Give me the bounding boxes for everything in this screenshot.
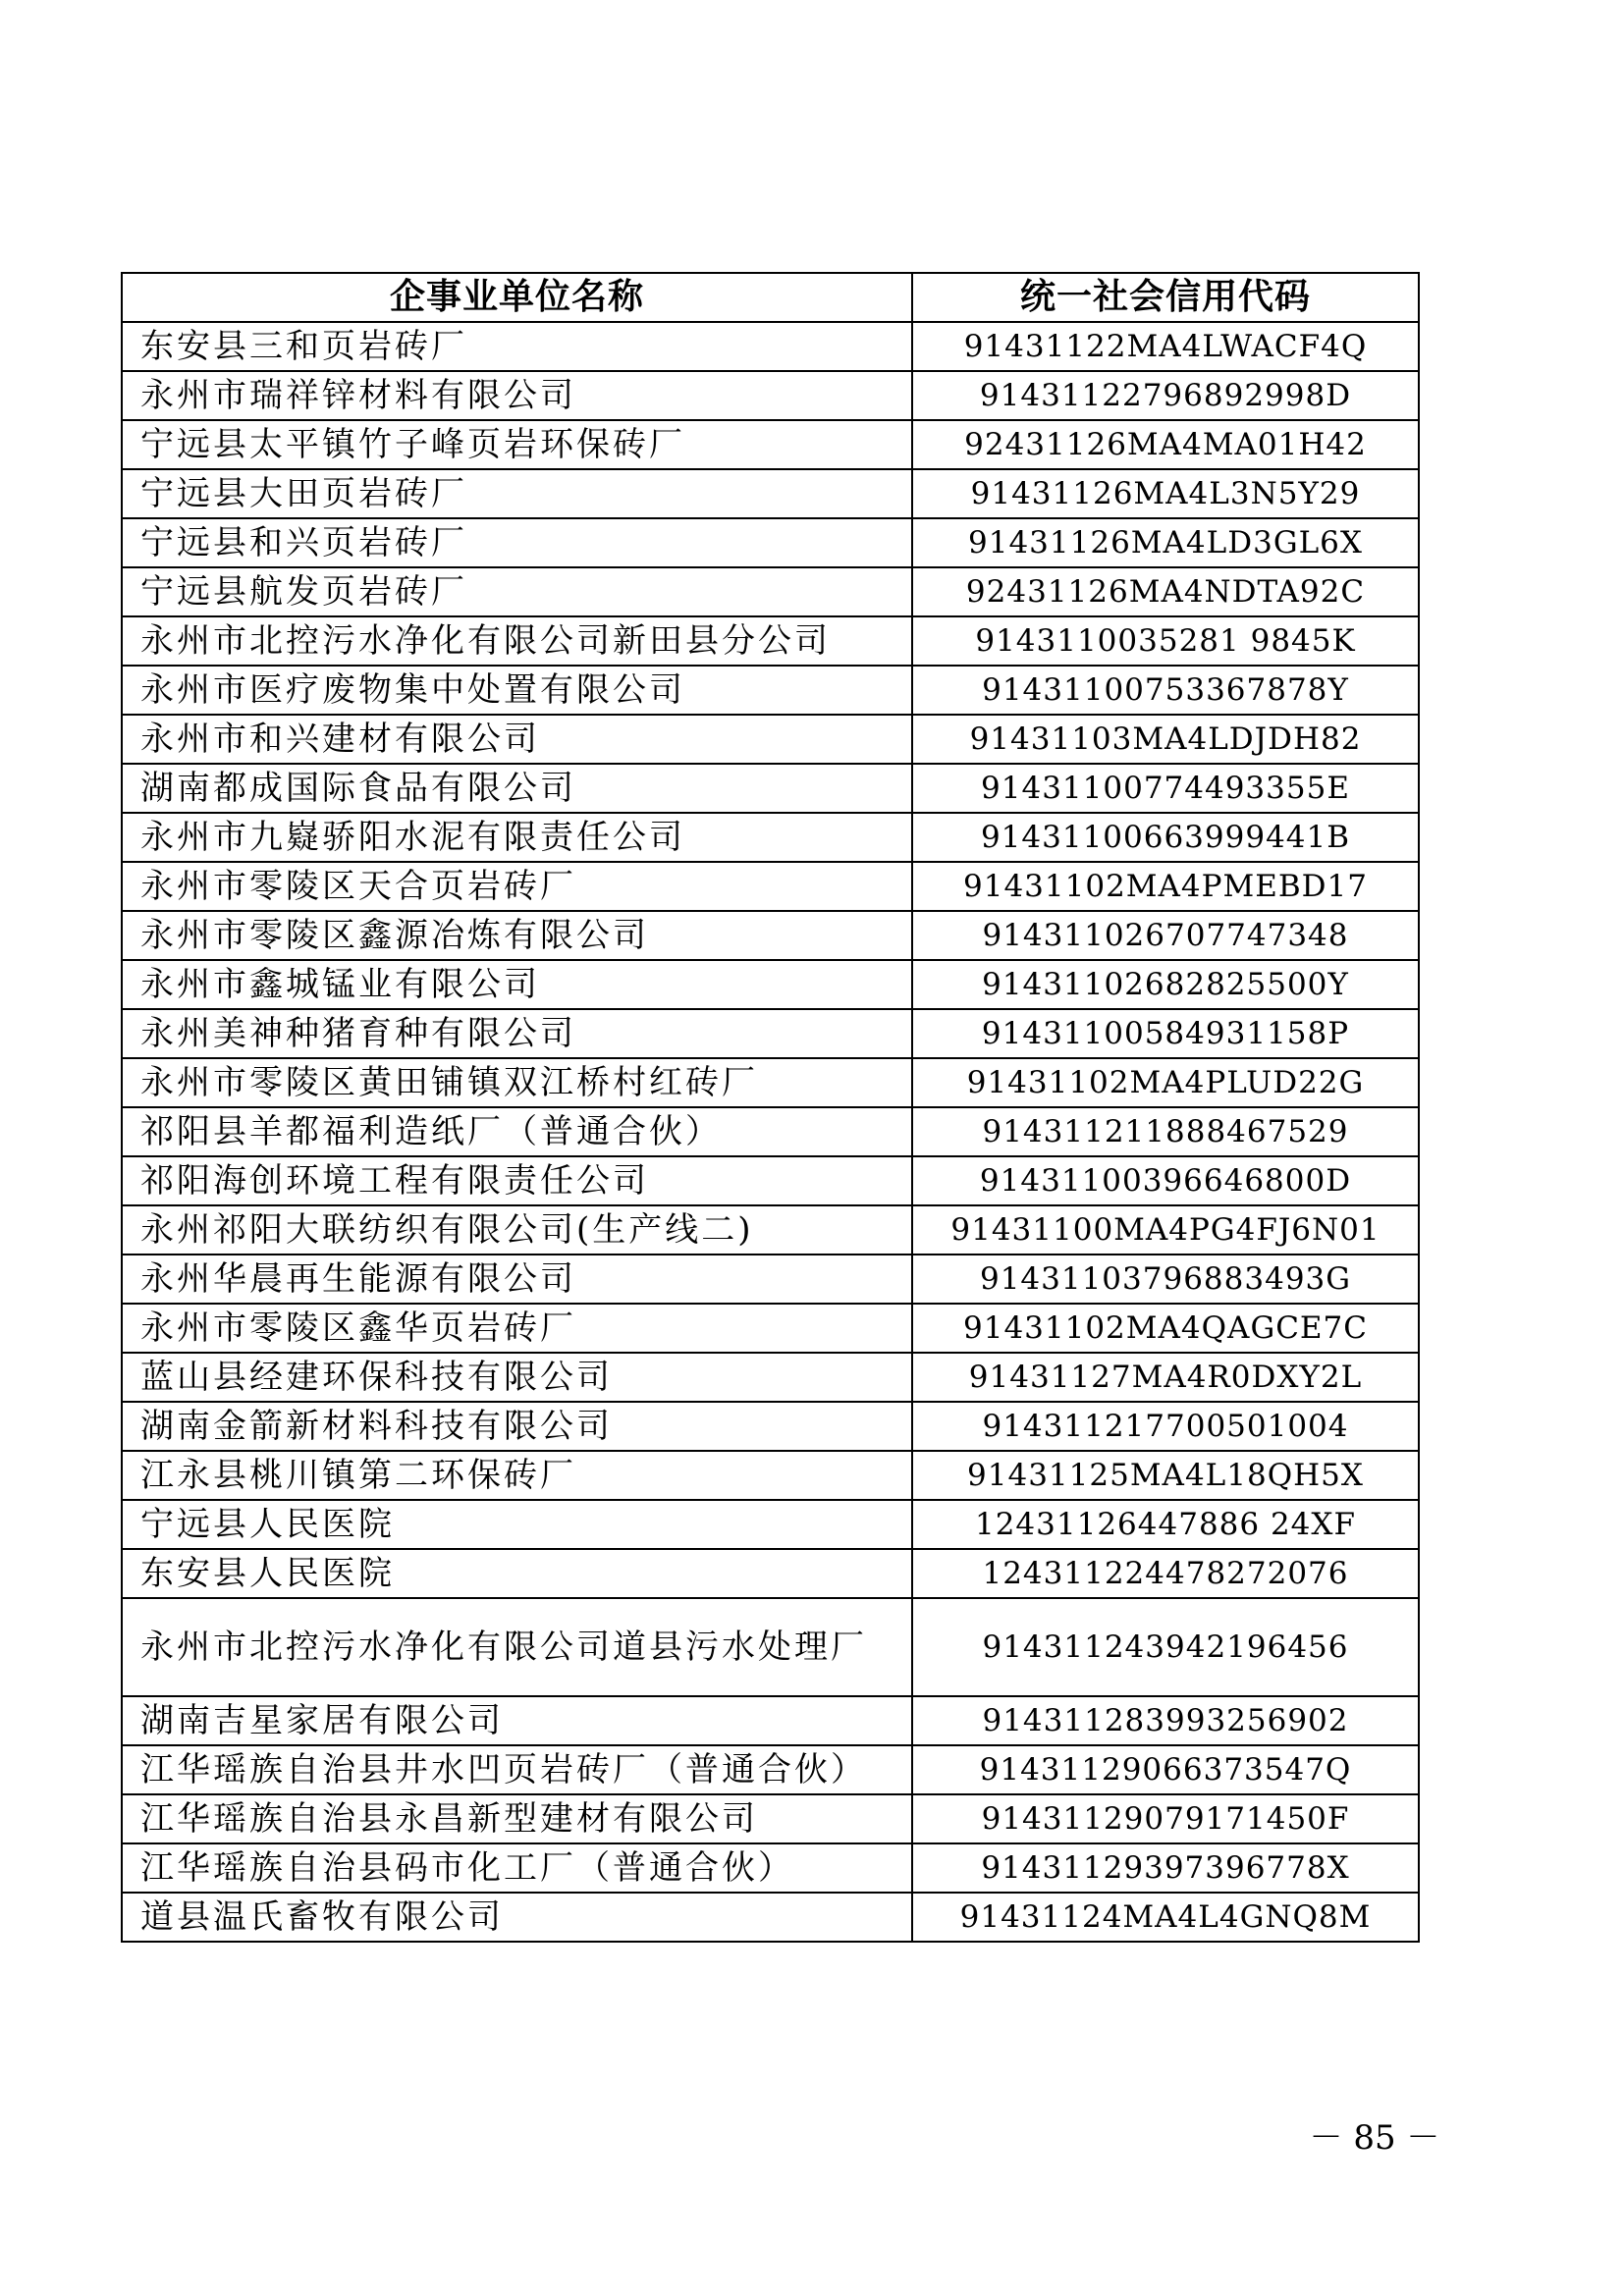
enterprise-name-cell: 永州华晨再生能源有限公司 xyxy=(122,1255,912,1304)
credit-code-cell: 91431129079171450F xyxy=(912,1794,1419,1843)
enterprise-name-cell: 永州市零陵区鑫源冶炼有限公司 xyxy=(122,911,912,960)
credit-code-cell: 91431103796883493G xyxy=(912,1255,1419,1304)
credit-code-cell: 914311283993256902 xyxy=(912,1696,1419,1745)
credit-code-cell: 91431122MA4LWACF4Q xyxy=(912,322,1419,371)
page-number: － 85 － xyxy=(1309,2118,1440,2158)
table-row xyxy=(122,616,1419,666)
enterprise-name-cell: 永州市北控污水净化有限公司新田县分公司 xyxy=(122,616,912,666)
credit-code-cell: 91431122796892998D xyxy=(912,371,1419,420)
enterprise-name-cell: 江永县桃川镇第二环保砖厂 xyxy=(122,1451,912,1500)
table-row xyxy=(122,322,1419,371)
credit-code-cell: 92431126MA4MA01H42 xyxy=(912,420,1419,469)
table-row xyxy=(122,1107,1419,1156)
enterprise-name-cell: 永州市北控污水净化有限公司道县污水处理厂 xyxy=(122,1598,912,1696)
credit-code-cell: 914311026707747348 xyxy=(912,911,1419,960)
enterprise-name-cell: 祁阳海创环境工程有限责任公司 xyxy=(122,1156,912,1205)
credit-code-cell: 914311243942196456 xyxy=(912,1598,1419,1696)
header-enterprise-name: 企事业单位名称 xyxy=(122,273,912,322)
table-row xyxy=(122,1304,1419,1353)
table-row xyxy=(122,1893,1419,1942)
table-row xyxy=(122,1255,1419,1304)
credit-code-cell: 91431102MA4PLUD22G xyxy=(912,1058,1419,1107)
table-row xyxy=(122,420,1419,469)
credit-code-cell: 91431102682825500Y xyxy=(912,960,1419,1009)
table-row xyxy=(122,666,1419,715)
table-row xyxy=(122,469,1419,518)
table-row xyxy=(122,764,1419,813)
credit-code-cell: 91431126MA4L3N5Y29 xyxy=(912,469,1419,518)
table-header-row xyxy=(122,273,1419,322)
credit-code-cell: 92431126MA4NDTA92C xyxy=(912,567,1419,616)
table-row xyxy=(122,1058,1419,1107)
credit-code-cell: 914311211888467529 xyxy=(912,1107,1419,1156)
credit-code-cell: 91431129397396778X xyxy=(912,1843,1419,1893)
enterprise-name-cell: 江华瑶族自治县井水凹页岩砖厂（普通合伙） xyxy=(122,1745,912,1794)
credit-code-cell: 91431102MA4QAGCE7C xyxy=(912,1304,1419,1353)
enterprise-name-cell: 湖南金箭新材料科技有限公司 xyxy=(122,1402,912,1451)
credit-code-cell: 91431127MA4R0DXY2L xyxy=(912,1353,1419,1402)
enterprise-name-cell: 永州市鑫城锰业有限公司 xyxy=(122,960,912,1009)
enterprise-name-cell: 永州市医疗废物集中处置有限公司 xyxy=(122,666,912,715)
table-row xyxy=(122,911,1419,960)
header-credit-code: 统一社会信用代码 xyxy=(912,273,1419,322)
enterprise-name-cell: 宁远县人民医院 xyxy=(122,1500,912,1549)
table-row xyxy=(122,1500,1419,1549)
enterprise-name-cell: 祁阳县羊都福利造纸厂（普通合伙） xyxy=(122,1107,912,1156)
enterprise-name-cell: 永州市瑞祥锌材料有限公司 xyxy=(122,371,912,420)
enterprise-name-cell: 永州市零陵区鑫华页岩砖厂 xyxy=(122,1304,912,1353)
table-row xyxy=(122,1205,1419,1255)
enterprise-name-cell: 江华瑶族自治县永昌新型建材有限公司 xyxy=(122,1794,912,1843)
credit-code-cell: 91431100663999441B xyxy=(912,813,1419,862)
enterprise-name-cell: 蓝山县经建环保科技有限公司 xyxy=(122,1353,912,1402)
table-row xyxy=(122,715,1419,764)
enterprise-name-cell: 东安县三和页岩砖厂 xyxy=(122,322,912,371)
table-row xyxy=(122,813,1419,862)
table-row xyxy=(122,1451,1419,1500)
table-row xyxy=(122,1402,1419,1451)
credit-code-cell: 91431100774493355E xyxy=(912,764,1419,813)
table-body xyxy=(122,322,1419,1942)
enterprise-name-cell: 永州市零陵区黄田铺镇双江桥村红砖厂 xyxy=(122,1058,912,1107)
enterprise-name-cell: 东安县人民医院 xyxy=(122,1549,912,1598)
table-header xyxy=(122,273,1419,322)
table-row xyxy=(122,1745,1419,1794)
enterprise-name-cell: 江华瑶族自治县码市化工厂（普通合伙） xyxy=(122,1843,912,1893)
credit-code-cell: 12431126447886 24XF xyxy=(912,1500,1419,1549)
enterprise-name-cell: 永州市零陵区天合页岩砖厂 xyxy=(122,862,912,911)
table-row xyxy=(122,862,1419,911)
table-row xyxy=(122,1598,1419,1696)
credit-code-cell: 91431125MA4L18QH5X xyxy=(912,1451,1419,1500)
enterprise-name-cell: 永州市九嶷骄阳水泥有限责任公司 xyxy=(122,813,912,862)
table-row xyxy=(122,1353,1419,1402)
credit-code-cell: 914311217700501004 xyxy=(912,1402,1419,1451)
credit-code-cell: 91431126MA4LD3GL6X xyxy=(912,518,1419,567)
credit-code-cell: 91431103MA4LDJDH82 xyxy=(912,715,1419,764)
table-row xyxy=(122,1156,1419,1205)
credit-code-cell: 91431129066373547Q xyxy=(912,1745,1419,1794)
credit-code-cell: 91431102MA4PMEBD17 xyxy=(912,862,1419,911)
credit-code-cell: 124311224478272076 xyxy=(912,1549,1419,1598)
enterprise-name-cell: 宁远县和兴页岩砖厂 xyxy=(122,518,912,567)
enterprise-name-cell: 湖南都成国际食品有限公司 xyxy=(122,764,912,813)
credit-code-cell: 91431100584931158P xyxy=(912,1009,1419,1058)
credit-code-cell: 91431100396646800D xyxy=(912,1156,1419,1205)
enterprise-name-cell: 永州美神种猪育种有限公司 xyxy=(122,1009,912,1058)
credit-code-cell: 9143110035281 9845K xyxy=(912,616,1419,666)
enterprise-name-cell: 宁远县航发页岩砖厂 xyxy=(122,567,912,616)
enterprise-name-cell: 永州市和兴建材有限公司 xyxy=(122,715,912,764)
credit-code-cell: 91431124MA4L4GNQ8M xyxy=(912,1893,1419,1942)
enterprise-name-cell: 宁远县大田页岩砖厂 xyxy=(122,469,912,518)
credit-code-cell: 91431100753367878Y xyxy=(912,666,1419,715)
table-row xyxy=(122,371,1419,420)
table-row xyxy=(122,1794,1419,1843)
table-row xyxy=(122,960,1419,1009)
table-row xyxy=(122,567,1419,616)
enterprise-name-cell: 道县温氏畜牧有限公司 xyxy=(122,1893,912,1942)
table-row xyxy=(122,1696,1419,1745)
table-row xyxy=(122,1009,1419,1058)
enterprise-name-cell: 永州祁阳大联纺织有限公司(生产线二) xyxy=(122,1205,912,1255)
enterprise-name-cell: 湖南吉星家居有限公司 xyxy=(122,1696,912,1745)
table-row xyxy=(122,1843,1419,1893)
table-row xyxy=(122,1549,1419,1598)
enterprise-credit-code-table xyxy=(121,272,1420,1943)
enterprise-name-cell: 宁远县太平镇竹子峰页岩环保砖厂 xyxy=(122,420,912,469)
table-row xyxy=(122,518,1419,567)
credit-code-cell: 91431100MA4PG4FJ6N01 xyxy=(912,1205,1419,1255)
